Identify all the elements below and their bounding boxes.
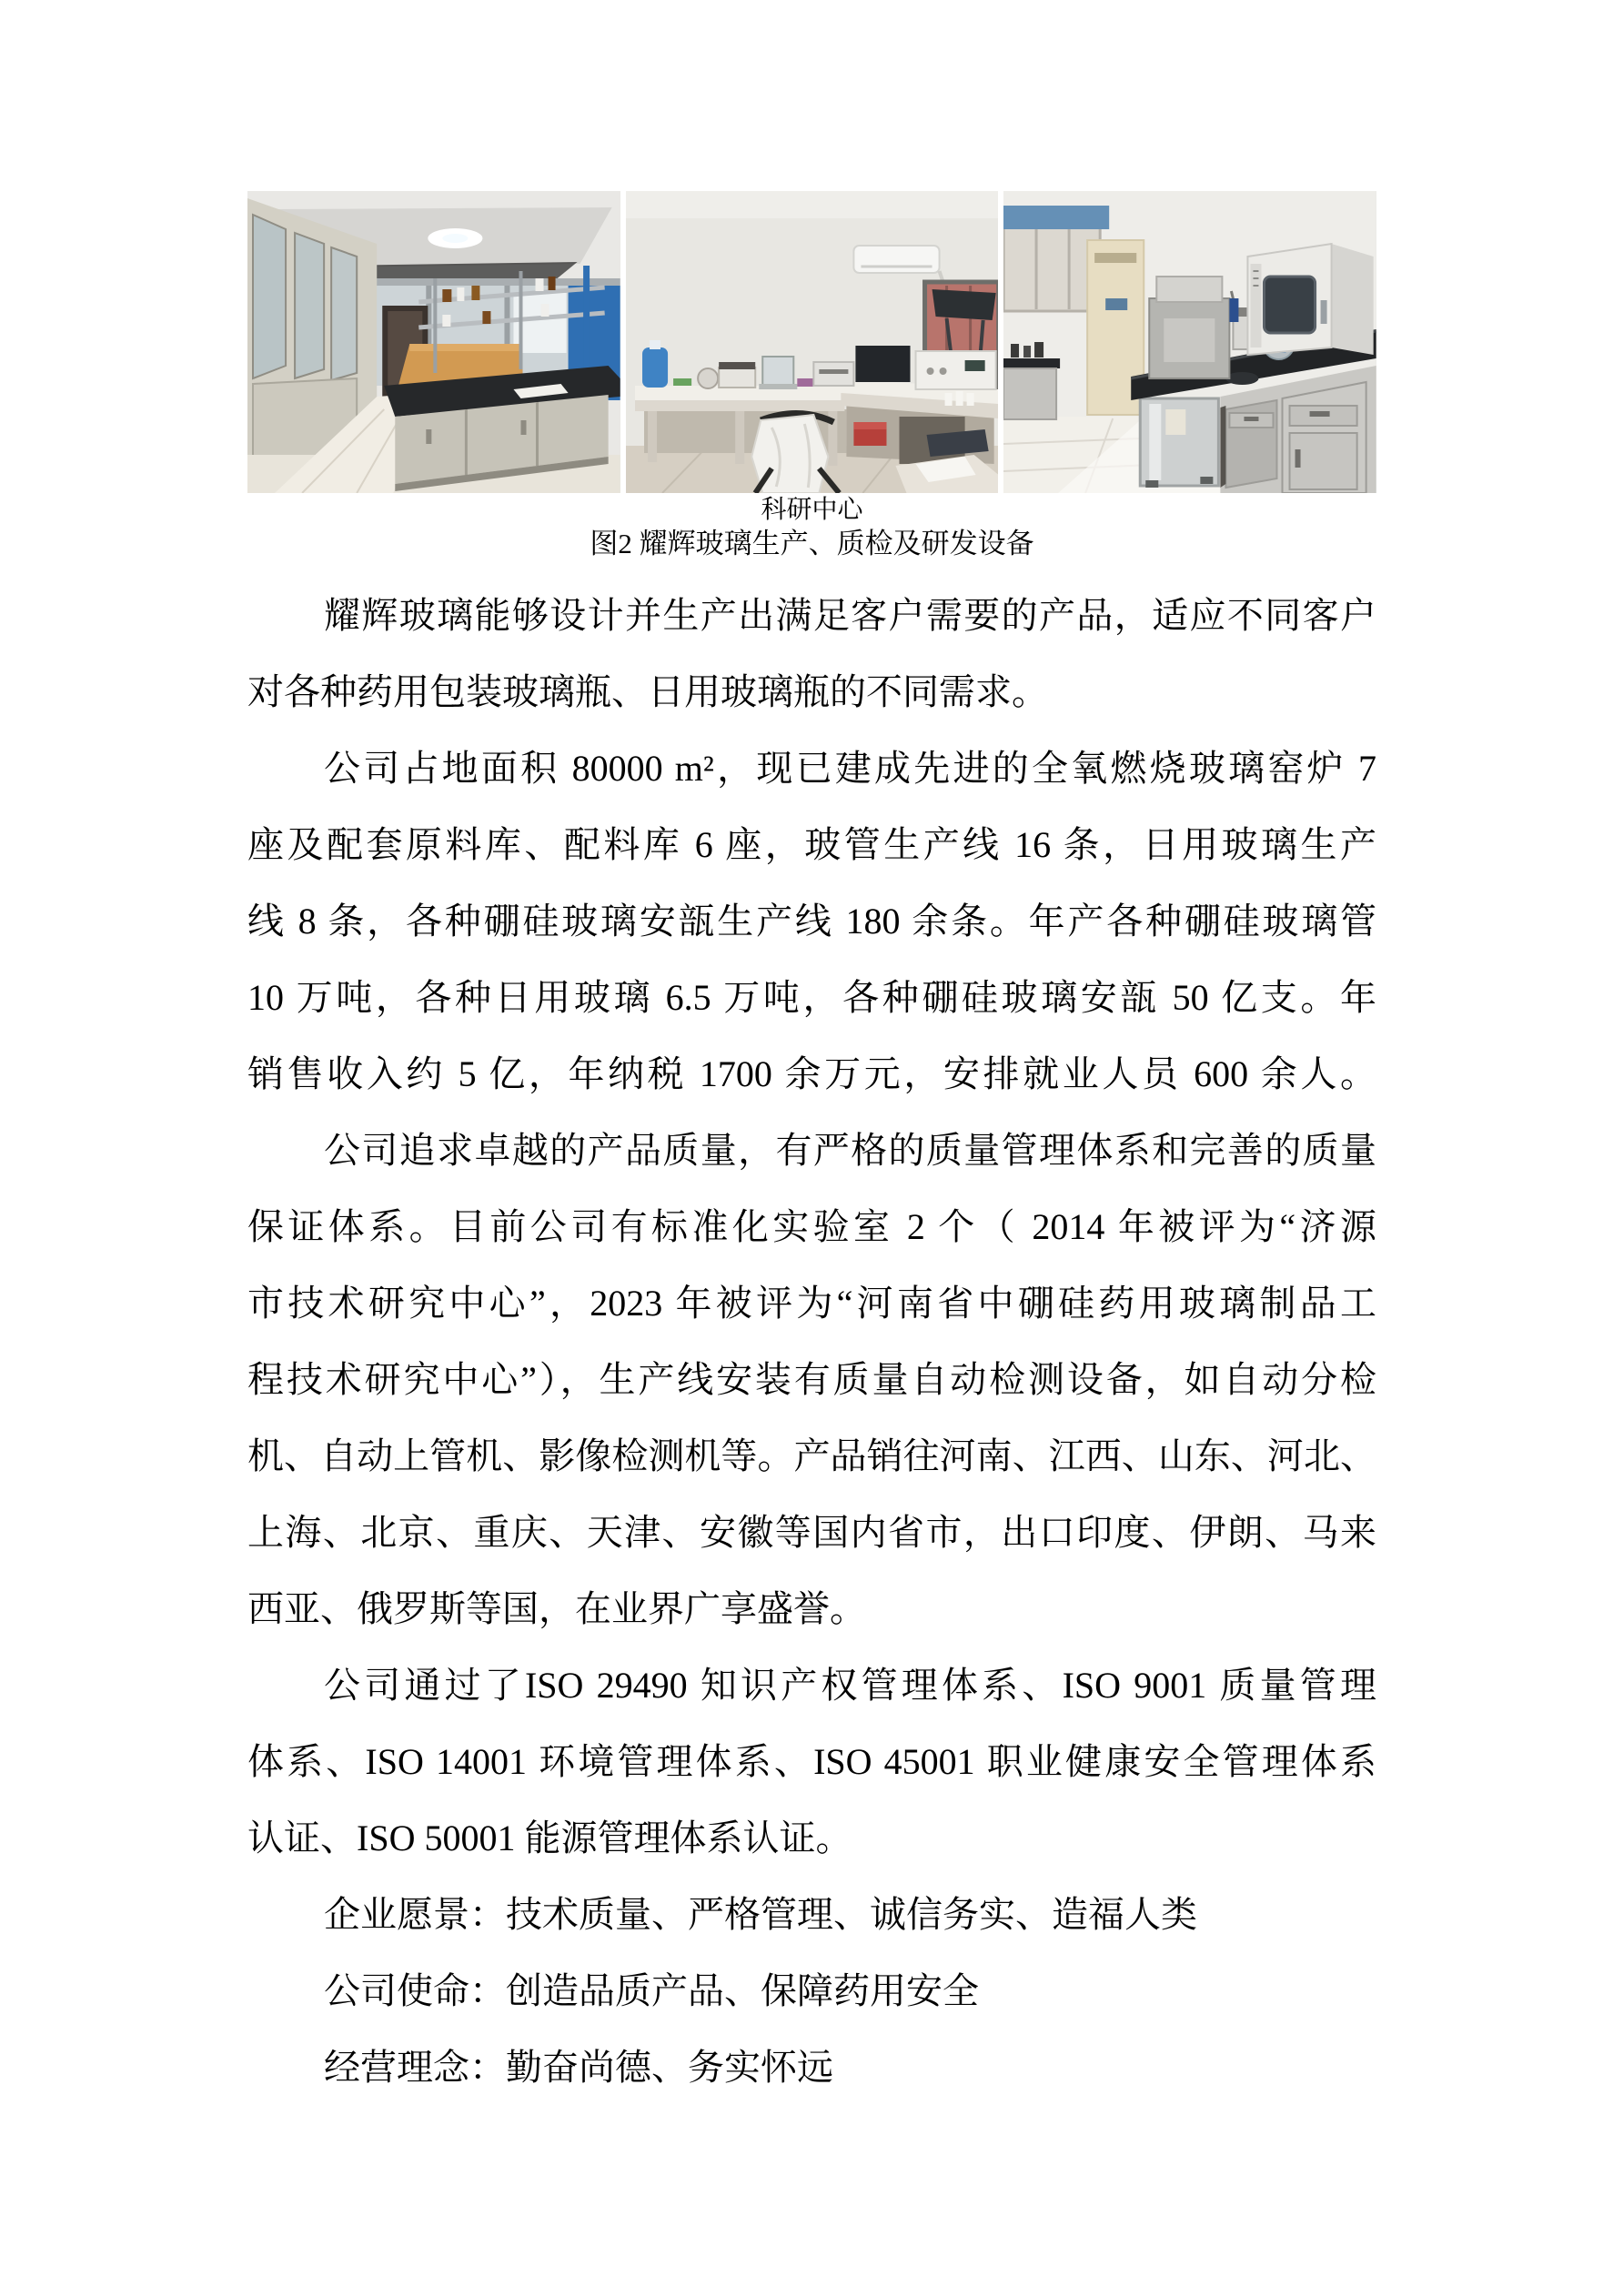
lab-equipment-room-photo [1003,191,1376,493]
paragraph-1-line-1: 耀辉玻璃能够设计并生产出满足客户需要的产品，适应不同客户 [324,595,1376,636]
paragraph-2-line-5: 销售收入约 5 亿，年纳税 1700 余万元，安排就业人员 600 余人。 [247,1053,1376,1094]
paragraph-2-line-2: 座及配套原料库、配料库 6 座，玻管生产线 16 条，日用玻璃生产 [247,824,1376,865]
paragraph-3-line-2: 保证体系。目前公司有标准化实验室 2 个（ 2014 年被评为“济源 [247,1206,1376,1247]
equipment-room-illustration [1003,191,1376,493]
paragraph-2-line-4: 10 万吨，各种日用玻璃 6.5 万吨，各种硼硅玻璃安瓿 50 亿支。年 [247,977,1376,1018]
vision-line: 企业愿景：技术质量、严格管理、诚信务实、造福人类 [324,1894,1197,1935]
paragraph-3-line-3: 市技术研究中心”，2023 年被评为“河南省中硼硅药用玻璃制品工 [247,1283,1376,1324]
paragraph-2-line-1: 公司占地面积 80000 m²，现已建成先进的全氧燃烧玻璃窑炉 7 [324,748,1376,789]
paragraph-3-line-5: 机、自动上管机、影像检测机等。产品销往河南、江西、山东、河北、 [247,1435,1376,1476]
paragraph-4-line-2: 体系、ISO 14001 环境管理体系、ISO 45001 职业健康安全管理体系 [247,1741,1376,1782]
paragraph-3-line-6: 上海、北京、重庆、天津、安徽等国内省市，出口印度、伊朗、马来 [247,1512,1376,1553]
paragraph-4-line-1: 公司通过了ISO 29490 知识产权管理体系、ISO 9001 质量管理 [324,1665,1376,1706]
figure-subcaption: 科研中心 [761,496,863,524]
mission-line: 公司使命：创造品质产品、保障药用安全 [324,1970,979,2011]
paragraph-4-line-3: 认证、ISO 50001 能源管理体系认证。 [247,1818,852,1858]
paragraph-3-line-7: 西亚、俄罗斯等国，在业界广享盛誉。 [247,1588,866,1629]
paragraph-2-line-3: 线 8 条，各种硼硅玻璃安瓿生产线 180 余条。年产各种硼硅玻璃管 [247,901,1376,942]
research-center-room-photo [626,191,999,493]
research-room-illustration [626,191,999,493]
figure-photos [247,191,1376,493]
figure-caption: 图2 耀辉玻璃生产、质检及研发设备 [590,528,1034,559]
body-text [247,578,1376,2106]
paragraph-1-line-2: 对各种药用包装玻璃瓶、日用玻璃瓶的不同需求。 [247,671,1048,712]
lab-corridor-photo [247,191,620,493]
paragraph-3-line-4: 程技术研究中心”），生产线安装有质量自动检测设备，如自动分检 [247,1359,1376,1400]
philosophy-line: 经营理念：勤奋尚德、务实怀远 [324,2047,833,2088]
paragraph-3-line-1: 公司追求卓越的产品质量，有严格的质量管理体系和完善的质量 [324,1130,1376,1171]
lab-corridor-illustration [247,191,620,493]
